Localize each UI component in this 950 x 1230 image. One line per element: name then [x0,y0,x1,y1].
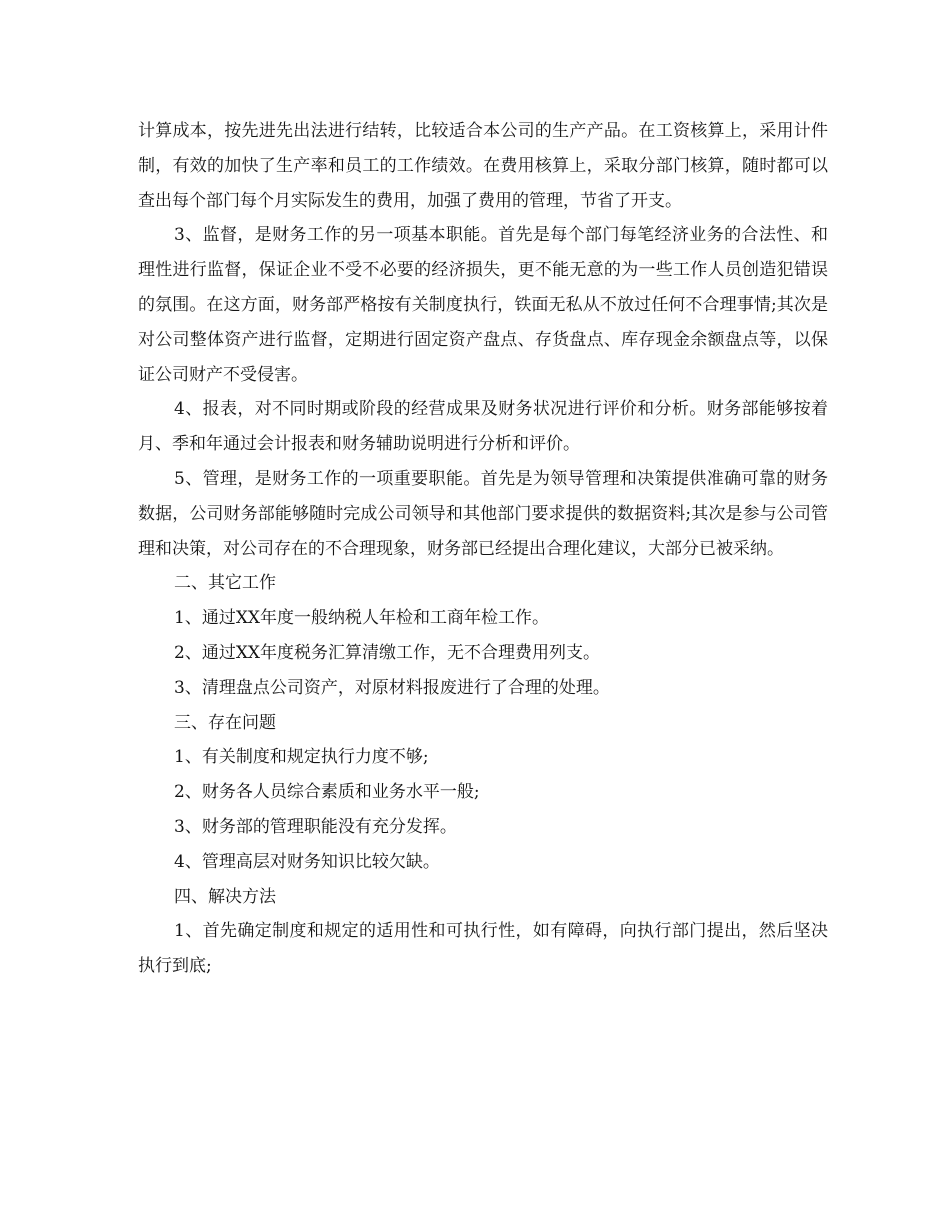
paragraph-reports: 4、报表，对不同时期或阶段的经营成果及财务状况进行评价和分析。财务部能够按着月、季和年通过会计报表和财务辅助说明进行分析和评价。 [138,399,828,455]
list-item-problem-2: 2、财务各人员综合素质和业务水平一般; [174,782,480,803]
list-item-problem-4: 4、管理高层对财务知识比较欠缺。 [174,851,440,872]
list-item-other-work-1: 1、通过XX年度一般纳税人年检和工商年检工作。 [174,608,550,629]
list-item-other-work-2: 2、通过XX年度税务汇算清缴工作，无不合理费用列支。 [174,642,601,663]
list-item-solution-1: 1、首先确定制度和规定的适用性和可执行性，如有障碍，向执行部门提出，然后坚决执行到底; [138,921,828,977]
list-item-problem-1: 1、有关制度和规定执行力度不够; [174,747,429,768]
list-item-problem-3: 3、财务部的管理职能没有充分发挥。 [174,816,457,837]
paragraph-supervision: 3、监督，是财务工作的另一项基本职能。首先是每个部门每笔经济业务的合法性、和理性进行监督，保证企业不受不必要的经济损失，更不能无意的为一些工作人员创造犯错误的氛围。在这方面，财务部严格按有关制度执行，铁面无私从不放过任何不合理事情;其次是对公司整体资产进行监督，定期进行固定资产盘点、存货盘点、库存现金余额盘点等，以保证公司财产不受侵害。 [138,225,828,385]
list-item-other-work-3: 3、清理盘点公司资产，对原材料报废进行了合理的处理。 [174,677,610,698]
section-heading-problems: 三、存在问题 [174,712,276,733]
document-body [138,114,828,984]
paragraph-management: 5、管理，是财务工作的一项重要职能。首先是为领导管理和决策提供准确可靠的财务数据，公司财务部能够随时完成公司领导和其他部门要求提供的数据资料;其次是参与公司管理和决策，对公司存在的不合理现象，财务部已经提出合理化建议，大部分已被采纳。 [138,468,828,559]
section-heading-other-work: 二、其它工作 [174,573,276,594]
paragraph-cost-accounting: 计算成本，按先进先出法进行结转，比较适合本公司的生产产品。在工资核算上，采用计件制，有效的加快了生产率和员工的工作绩效。在费用核算上，采取分部门核算，随时都可以查出每个部门每个月实际发生的费用，加强了费用的管理，节省了开支。 [138,121,828,211]
section-heading-solutions: 四、解决方法 [174,886,276,907]
